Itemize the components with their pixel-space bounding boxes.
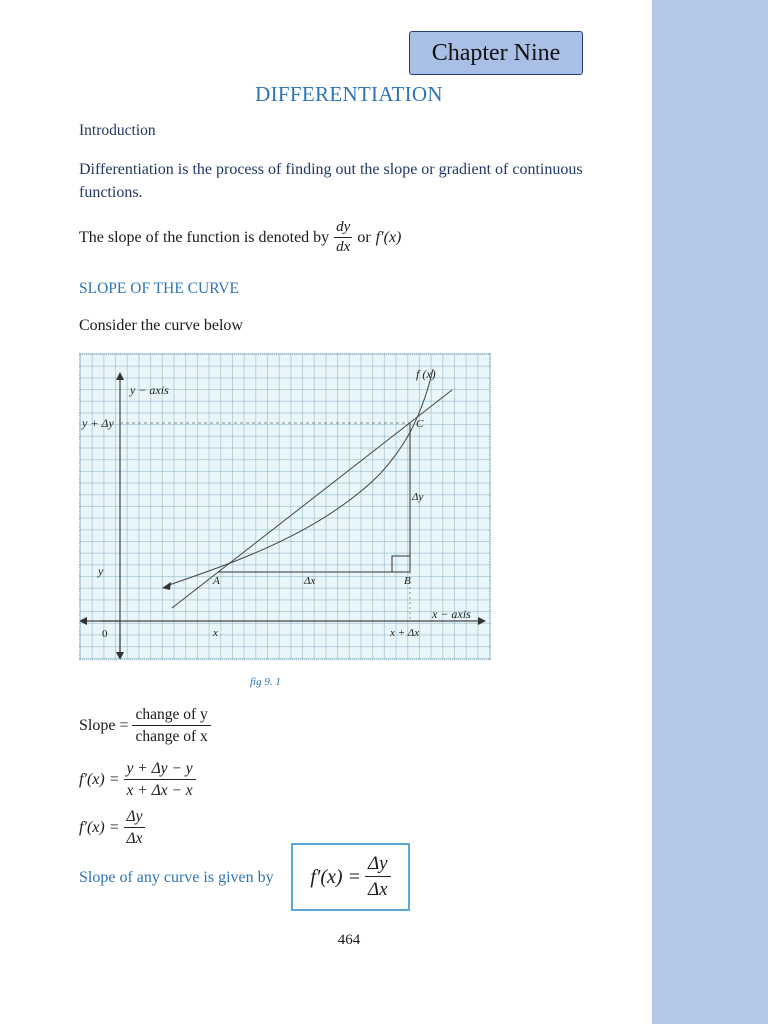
or-word: or [357, 228, 371, 246]
f-prime-notation: f′(x) [375, 228, 402, 246]
page-number: 464 [337, 932, 361, 948]
y-plus-delta-label: y + Δy [82, 416, 114, 430]
consider-text: Consider the curve below [79, 317, 243, 334]
dy-dx-fraction [334, 219, 352, 256]
equation-fraction [132, 706, 210, 746]
formula-numerator: Δy [365, 853, 391, 877]
fx-label: f (x) [416, 367, 436, 381]
curve-arrow-head [162, 582, 171, 590]
fraction-denominator: dx [336, 239, 351, 255]
chapter-badge: Chapter Nine [409, 31, 583, 75]
x-label: x [213, 627, 218, 639]
equation-numerator: y + Δy − y [124, 760, 196, 780]
point-c-label: C [416, 418, 424, 430]
section-heading: SLOPE OF THE CURVE [79, 280, 239, 297]
delta-y-label: Δy [412, 491, 424, 503]
equation-fraction [124, 808, 146, 848]
point-a-label: A [213, 575, 220, 587]
y-axis-label: y − axis [130, 383, 169, 397]
equation-denominator: change of x [135, 728, 208, 745]
equation-numerator: Δy [124, 808, 146, 828]
right-angle-mark [392, 556, 410, 572]
equation-lhs: f′(x) = [79, 819, 120, 836]
side-panel [652, 0, 768, 1024]
equation-denominator: Δx [126, 830, 143, 847]
equation-lhs: Slope = [79, 717, 129, 734]
formula-fraction [365, 853, 391, 901]
equation-simplified [79, 808, 145, 848]
equation-expanded [79, 760, 196, 800]
origin-label: 0 [102, 628, 108, 640]
formula-lhs: f′(x) = [310, 865, 362, 888]
final-statement: Slope of any curve is given by [79, 869, 274, 886]
slope-notation-prefix: The slope of the function is denoted by [79, 228, 330, 246]
formula-denominator: Δx [368, 879, 388, 900]
x-axis-label: x − axis [432, 607, 471, 621]
equation-lhs: f′(x) = [79, 771, 120, 788]
fraction-numerator: dy [334, 219, 352, 238]
intro-paragraph: Differentiation is the process of finding out the slope or gradient of continuous functions. [79, 161, 583, 201]
curve-figure [79, 353, 491, 660]
intro-heading: Introduction [79, 122, 156, 139]
equation-slope [79, 706, 211, 746]
slope-notation-line [79, 219, 401, 256]
curve-diagram [80, 354, 490, 659]
equation-numerator: change of y [132, 706, 210, 726]
point-b-label: B [404, 575, 411, 587]
figure-caption: fig 9. 1 [250, 676, 281, 688]
boxed-formula [291, 843, 410, 911]
page-title: DIFFERENTIATION [255, 82, 443, 106]
function-curve [166, 369, 433, 586]
delta-x-label: Δx [304, 575, 316, 587]
equation-denominator: x + Δx − x [126, 782, 193, 799]
equation-fraction [124, 760, 196, 800]
y-label: y [98, 564, 104, 578]
x-plus-delta-label: x + Δx [390, 627, 420, 639]
